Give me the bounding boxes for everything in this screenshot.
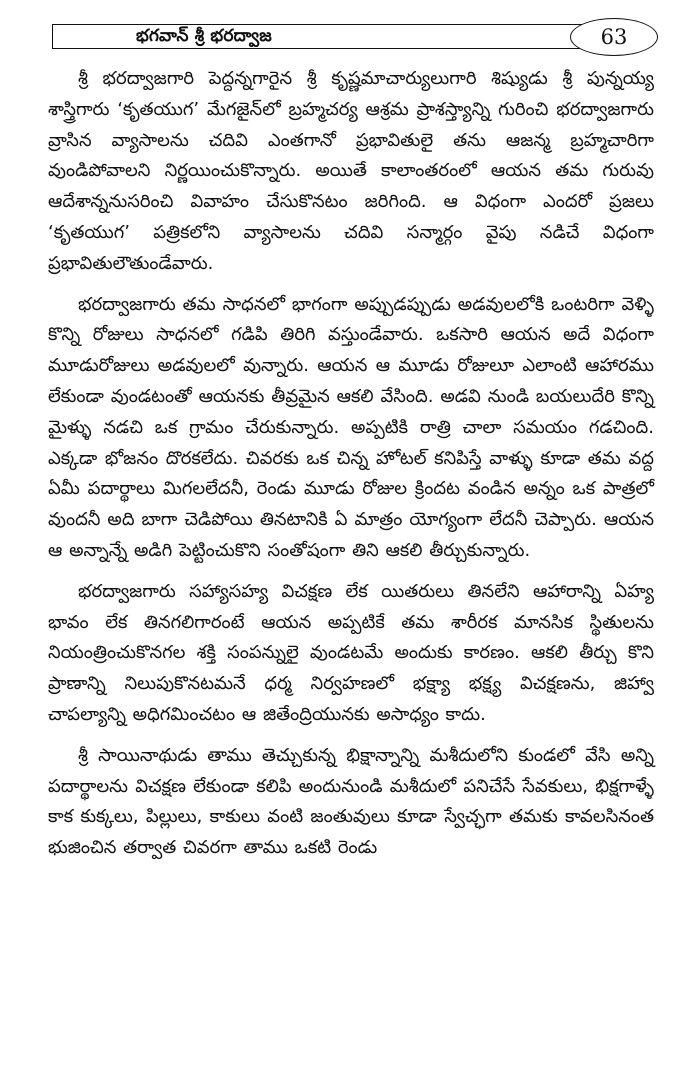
paragraph-1: శ్రీ భరద్వాజగారి పెద్దన్నగారైన శ్రీ కృష్ణమాచార్యులుగారి శిష్యుడు శ్రీ పున్నయ్య శాస్త్రిగారు ‘కృతయుగ’ మేగజైన్‌లో బ్రహ్మచర్య ఆశ్రమ ప్రాశస్త్యాన్ని గురించి భరద్వాజగారు వ్రాసిన వ్యాసాలను చదివి ఎంతగానో ప్రభావితులై తను ఆజన్మ బ్రహ్మచారిగా వుండిపోవాలని నిర్ణయించుకొన్నారు. అయితే కాలాంతరంలో ఆయన తమ గురువు ఆదేశాన్ననుసరించి వివాహం చేసుకొనటం జరిగింది. ఆ విధంగా ఎందరో ప్రజలు ‘కృతయుగ’ పత్రికలోని వ్యాసాలను చదివి సన్మార్గం వైపు నడిచే విధంగా ప్రభావితులౌతుండేవారు. <box>48 68 654 274</box>
header-top-rule <box>52 24 612 25</box>
page-number: 63 <box>600 24 628 49</box>
page-number-oval <box>570 18 658 56</box>
paragraph-2: భరద్వాజగారు తమ సాధనలో భాగంగా అప్పుడప్పుడు అడవులలోకి ఒంటరిగా వెళ్ళి కొన్ని రోజులు సాధనలో గడిపి తిరిగి వస్తుండేవారు. ఒకసారి ఆయన అదే విధంగా మూడురోజులు అడవులలో వున్నారు. ఆయన ఆ మూడు రోజులూ ఎలాంటి ఆహారము లేకుండా వుండటంతో ఆయనకు తీవ్రమైన ఆకలి వేసింది. అడవి నుండి బయలుదేరి కొన్ని మైళ్ళు నడచి ఒక గ్రామం చేరుకున్నారు. అప్పటికి రాత్రి చాలా సమయం గడచింది. ఎక్కడా భోజనం దొరకలేదు. చివరకు ఒక చిన్న హోటల్ కనిపిస్తే వాళ్ళు కూడా తమ వద్ద ఏమీ పదార్థాలు మిగలలేదనీ, రెండు మూడు రోజుల క్రిందట వండిన అన్నం ఒక పాత్రలో వుందనీ అది బాగా చెడిపోయి తినటానికి ఏ మాత్రం యోగ్యంగా లేదనీ చెప్పారు. ఆయన ఆ అన్నాన్నే అడిగి పెట్టించుకొని సంతోషంగా తిని ఆకలి తీర్చుకున్నారు. <box>48 293 654 561</box>
header-title: భగవాన్ శ్రీ భరద్వాజ <box>136 26 272 46</box>
body-text <box>48 64 654 874</box>
paragraph-4: శ్రీ సాయినాథుడు తాము తెచ్చుకున్న భిక్షాన్నాన్ని మశీదులోని కుండలో వేసి అన్ని పదార్థాలను విచక్షణ లేకుండా కలిపి అందునుండి మశీదులో పనిచేసే సేవకులు, భిక్షగాళ్ళే కాక కుక్కలు, పిల్లులు, కాకులు వంటి జంతువులు కూడా స్వేచ్ఛగా తమకు కావలసినంత భుజించిన తర్వాత చివరగా తాము ఒకటి రెండు <box>48 744 654 859</box>
paragraph-3: భరద్వాజగారు సహ్యాసహ్య విచక్షణ లేక యితరులు తినలేని ఆహారాన్ని ఏహ్య భావం లేక తినగలిగారంటే ఆయన అప్పటికే తమ శారీరక మానసిక స్థితులను నియంత్రించుకొనగల శక్తి సంపన్నులై వుండటమే అందుకు కారణం. ఆకలి తీర్చు కొని ప్రాణాన్ని నిలుపుకొనటమనే ధర్మ నిర్వహణలో భక్ష్యా భక్ష్య విచక్షణను, జిహ్వా చాపల్యాన్ని అధిగమించటం ఆ జితేంద్రియునకు అసాధ్యం కాదు. <box>48 580 654 725</box>
header-bottom-rule <box>52 48 592 49</box>
running-header <box>52 24 652 50</box>
header-left-rule <box>52 24 53 48</box>
